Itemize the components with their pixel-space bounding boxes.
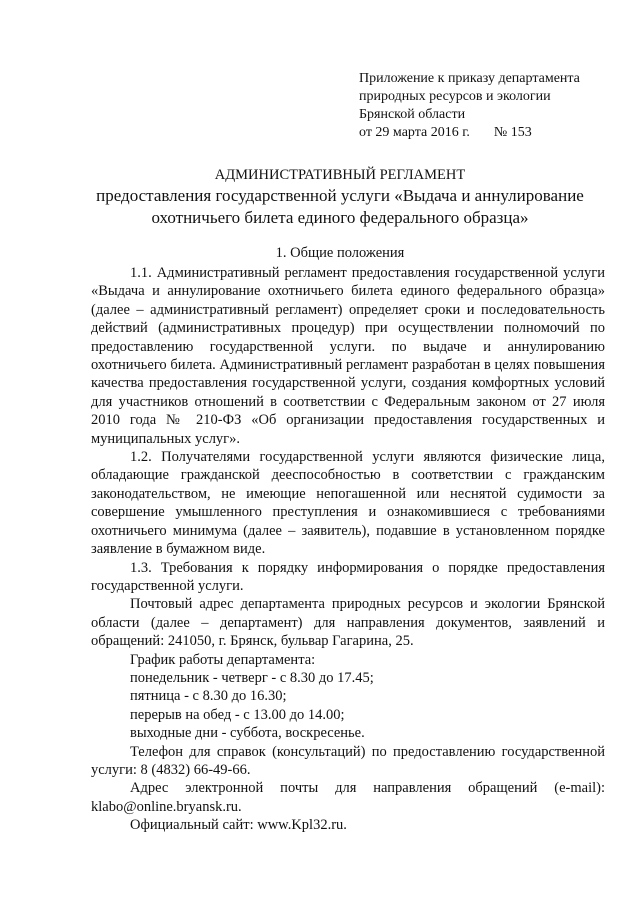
appendix-line: природных ресурсов и экологии [359,89,551,104]
email-paragraph: Адрес электронной почты для направления обращений (e-mail): klabo@online.bryansk.ru. [91,780,605,815]
document-body [91,264,605,835]
title-subtitle-line1: предоставления государственной услуги «Выдача и аннулирование [96,186,584,205]
website-paragraph: Официальный сайт: www.Kpl32.ru. [130,817,347,834]
appendix-line: Приложение к приказу департамента [359,71,580,86]
address-paragraph: Почтовый адрес департамента природных ресурсов и экологии Брянской области (далее – департамент) для направления документов, заявлений и обращений: 241050, г. Брянск, бульвар Гагарина, 25. [91,596,605,650]
paragraph-1-2: 1.2. Получателями государственной услуги являются физические лица, обладающие гражданской дееспособностью в соответствии с гражданским законодательством, не имеющие непогашенной или неснятой судимости за совершение умышленного преступления и ознакомившиеся с требованиями охотничьего минимума (далее – заявитель), подавшие в установленном порядке заявление в бумажном виде. [91,449,605,558]
title-subtitle-line2: охотничьего билета единого федерального образца» [151,208,529,227]
document-title [60,166,620,229]
title-heading: АДМИНИСТРАТИВНЫЙ РЕГЛАМЕНТ [214,167,466,183]
phone-paragraph: Телефон для справок (консультаций) по предоставлению государственной услуги: 8 (4832) 66-49-66. [91,743,605,778]
appendix-line: Брянской области [359,107,466,122]
section-title: 1. Общие положения [275,245,405,261]
schedule-item: перерыв на обед - с 13.00 до 14.00; [130,706,345,723]
paragraph-1-3: 1.3. Требования к порядку информирования о порядке предоставления государственной услуги. [91,559,605,594]
schedule-item: пятница - с 8.30 до 16.30; [130,688,287,705]
schedule-item: выходные дни - суббота, воскресенье. [130,725,365,742]
paragraph-1-1: 1.1. Административный регламент предоставления государственной услуги «Выдача и аннулирование охотничьего билета единого федерального образца» (далее – административный регламент) определяет сроки и последовательность действий (административных процедур) при осуществлении полномочий по предоставлению государственной услуги. по выдаче и аннулированию охотничьего билета. Административный регламент разработан в целях повышения качества предоставления государственной услуги, создания комфортных условий для участников отношений в соответствии с Федеральным законом от 27 июля 2010 года № 210-ФЗ «Об организации предоставления государственных и муниципальных услуг». [91,265,605,447]
schedule-title: График работы департамента: [130,651,316,668]
order-date: от 29 марта 2016 г. [359,125,470,140]
order-number: № 153 [493,125,532,140]
appendix-date-line [359,124,619,142]
schedule-item: понедельник - четверг - с 8.30 до 17.45; [130,669,374,686]
appendix-block [359,70,619,142]
